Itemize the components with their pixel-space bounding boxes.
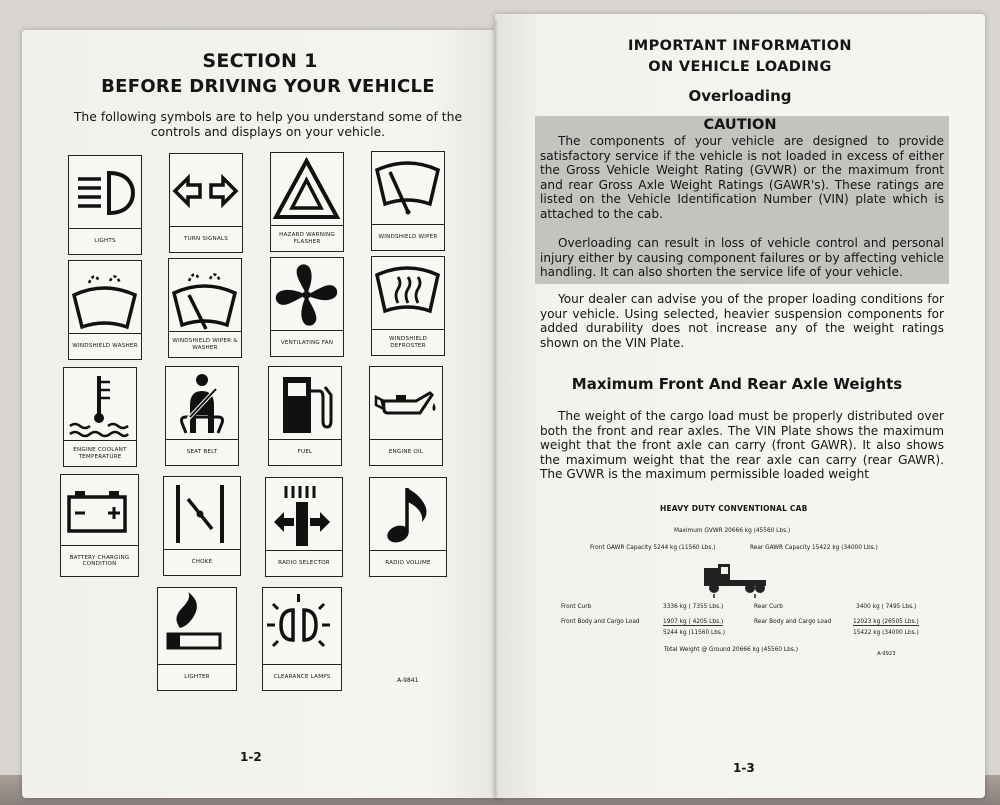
symbol-lights [68,155,142,255]
symbol-label: LIGHTER [158,664,236,690]
symbol-label: BATTERY CHARGING CONDITION [61,545,138,576]
section-title: BEFORE DRIVING YOUR VEHICLE [101,76,435,97]
book-spine [494,20,498,798]
front-curb-value: 3336 kg ( 7355 Lbs.) [663,604,724,610]
symbol-clearance-lamps [262,587,342,691]
symbol-battery [60,474,139,577]
front-curb-label: Front Curb [561,604,592,610]
symbol-hazard [270,152,344,252]
symbol-turn-signals [169,153,243,253]
rear-total: 15422 kg (34000 Lbs.) [853,630,919,636]
symbol-label: CLEARANCE LAMPS [263,664,341,690]
front-load-value: 1907 kg ( 4205 Lbs.) [663,619,724,625]
symbol-label: LIGHTS [69,228,141,254]
axle-weights-heading: Maximum Front And Rear Axle Weights [571,375,903,393]
symbol-label: WINDSHIELD WIPER & WASHER [169,331,241,357]
symbol-label: RADIO VOLUME [370,550,446,576]
section-number: SECTION 1 [202,50,318,72]
windshield-wiper-icon [372,152,443,226]
symbol-label: RADIO SELECTOR [266,550,342,576]
radio-volume-icon [370,478,441,552]
rear-load-label: Rear Body and Cargo Load [754,619,832,625]
ventilating-fan-icon [271,258,342,332]
windshield-defroster-icon [372,257,443,331]
right-title-line2: ON VEHICLE LOADING [648,59,832,75]
symbol-defroster [371,256,445,356]
symbol-wiper [371,151,445,251]
symbol-choke [163,476,241,576]
overloading-heading: Overloading [688,87,792,105]
symbol-fan [270,257,344,357]
right-figure-code: A-9923 [877,651,896,657]
left-figure-code: A-9841 [397,677,419,684]
truck-icon [700,562,770,598]
seat-belt-icon [166,367,237,441]
front-gawr: Front GAWR Capacity 5244 kg (11560 Lbs.) [590,545,716,551]
rear-curb-label: Rear Curb [754,604,783,610]
symbol-label: WINDSHIELD WASHER [69,333,141,359]
windshield-washer-icon [69,261,140,335]
battery-icon [61,475,132,549]
symbol-label: ENGINE COOLANT TEMPERATURE [64,440,136,466]
symbol-wiper-washer [168,258,242,358]
symbol-label: WINDSHIELD WIPER [372,224,444,250]
symbol-fuel [268,366,342,466]
symbol-label: CHOKE [164,549,240,575]
symbol-label: HAZARD WARNING FLASHER [271,225,343,251]
turn-signals-icon [170,154,241,228]
right-page-number: 1-3 [733,761,755,775]
caution-paragraph-2: Overloading can result in loss of vehicle control and personal injury either by causing component failures or by affecting vehicle handling. It can also shorten the service life of your vehicle. [540,236,944,279]
front-load-label: Front Body and Cargo Load [561,619,640,625]
lights-icon [69,156,140,230]
symbol-label: VENTILATING FAN [271,330,343,356]
caution-paragraph-1: The components of your vehicle are designed to provide satisfactory service if the vehicle is not loaded in excess of either the Gross Vehicle Weight Rating (GVWR) or the maximum front and rear Gross Axle Weight Ratings (GAWR's). These ratings are listed on the Vehicle Identification Number (VIN) plate which is attached to the cab. [540,134,944,221]
symbol-label: FUEL [269,439,341,465]
axle-weights-paragraph: The weight of the cargo load must be properly distributed over both the front and rear axles. The VIN Plate shows the maximum weight that the front axle can carry (front GAWR). It also shows the maximum weight that the rear axle can carry (rear GAWR). The GVWR is the maximum permissible loaded weight [540,409,944,481]
clearance-lamps-icon [263,588,334,662]
engine-oil-icon [370,367,441,441]
rear-curb-value: 3400 kg ( 7495 Lbs.) [856,604,917,610]
symbol-coolant [63,367,137,467]
symbol-engine-oil [369,366,443,466]
symbol-label: SEAT BELT [166,439,238,465]
caution-heading: CAUTION [703,117,777,133]
engine-coolant-icon [64,368,135,442]
dealer-paragraph: Your dealer can advise you of the proper loading conditions for your vehicle. Using selected, heavier suspension components for added durability does not increase any of the weight ratings shown on the VIN Plate. [540,292,944,350]
symbol-label: WINDSHIELD DEFROSTER [372,329,444,355]
max-gvwr: Maximum GVWR 20666 kg (45560 Lbs.) [674,528,791,534]
fuel-icon [269,367,340,441]
symbol-washer [68,260,142,360]
symbol-label: TURN SIGNALS [170,226,242,252]
diagram-title: HEAVY DUTY CONVENTIONAL CAB [660,504,808,513]
radio-selector-icon [266,478,337,552]
symbol-radio-volume [369,477,447,577]
symbol-label: ENGINE OIL [370,439,442,465]
symbol-radio-selector [265,477,343,577]
rear-gawr: Rear GAWR Capacity 15422 kg (34000 Lbs.) [750,545,878,551]
front-total: 5244 kg (11560 Lbs.) [663,630,726,636]
lighter-icon [158,588,229,662]
symbol-lighter [157,587,237,691]
rear-load-value: 12023 kg (26505 Lbs.) [853,619,919,625]
symbol-seat-belt [165,366,239,466]
right-title-line1: IMPORTANT INFORMATION [628,38,852,54]
intro-text: The following symbols are to help you understand some of the controls and displays on your vehicle. [73,109,463,139]
wiper-washer-icon [169,259,240,333]
ground-total: Total Weight @ Ground 20666 kg (45560 Lbs.) [664,647,798,653]
hazard-warning-icon [271,153,342,227]
left-page-number: 1-2 [240,750,262,764]
choke-icon [164,477,235,551]
